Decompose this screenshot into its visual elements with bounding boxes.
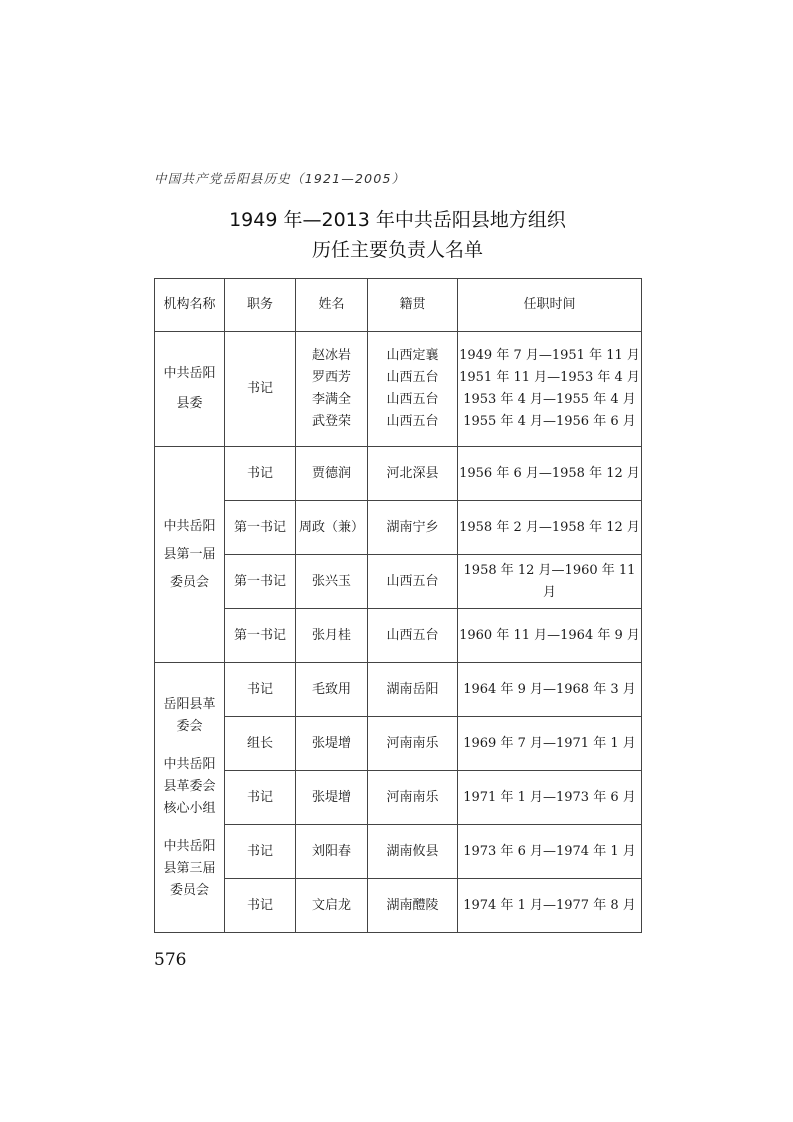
table-row bbox=[155, 609, 642, 663]
names-cell bbox=[296, 332, 368, 447]
table-row bbox=[155, 332, 642, 447]
name-cell: 贾德润 bbox=[296, 447, 368, 501]
name-entry: 罗西芳 bbox=[311, 370, 351, 385]
table-row bbox=[155, 663, 642, 717]
header-term: 任职时间 bbox=[458, 279, 642, 332]
table-row bbox=[155, 555, 642, 609]
header-name: 姓名 bbox=[296, 279, 368, 332]
origin-cell: 山西五台 bbox=[368, 555, 458, 609]
term-cell: 1956 年 6 月—1958 年 12 月 bbox=[458, 447, 642, 501]
term-cell: 1974 年 1 月—1977 年 8 月 bbox=[458, 879, 642, 933]
name-cell: 毛致用 bbox=[296, 663, 368, 717]
org-block bbox=[155, 836, 224, 902]
term-cell: 1958 年 12 月—1960 年 11 月 bbox=[458, 555, 642, 609]
table-row bbox=[155, 879, 642, 933]
origin-cell: 河北深县 bbox=[368, 447, 458, 501]
terms-cell bbox=[458, 332, 642, 447]
position-cell: 书记 bbox=[225, 771, 296, 825]
term-entry: 1951 年 11 月—1953 年 4 月 bbox=[459, 370, 640, 385]
leaders-table bbox=[154, 278, 642, 933]
origin-cell: 山西五台 bbox=[368, 609, 458, 663]
page-title: 1949 年—2013 年中共岳阳县地方组织 bbox=[229, 209, 566, 231]
organization-cell bbox=[155, 663, 225, 933]
name-cell: 周政（兼） bbox=[296, 501, 368, 555]
table-row bbox=[155, 771, 642, 825]
org-line: 核心小组 bbox=[163, 800, 216, 816]
page-number: 576 bbox=[154, 950, 187, 970]
org-line: 县委 bbox=[176, 396, 203, 411]
position-cell: 第一书记 bbox=[225, 501, 296, 555]
header-organization: 机构名称 bbox=[155, 279, 225, 332]
term-cell: 1969 年 7 月—1971 年 1 月 bbox=[458, 717, 642, 771]
position-cell: 书记 bbox=[225, 447, 296, 501]
term-cell: 1964 年 9 月—1968 年 3 月 bbox=[458, 663, 642, 717]
org-block bbox=[155, 694, 224, 738]
term-entry: 1953 年 4 月—1955 年 4 月 bbox=[463, 392, 636, 407]
position-cell: 第一书记 bbox=[225, 555, 296, 609]
name-entry: 李满全 bbox=[311, 392, 351, 407]
header-origin: 籍贯 bbox=[368, 279, 458, 332]
position-cell: 第一书记 bbox=[225, 609, 296, 663]
origin-entry: 山西五台 bbox=[386, 414, 439, 429]
org-line: 岳阳县革 bbox=[163, 696, 216, 712]
position-cell: 书记 bbox=[225, 332, 296, 447]
table-header-row bbox=[155, 279, 642, 332]
organization-cell bbox=[155, 332, 225, 447]
org-line: 委员会 bbox=[169, 574, 209, 590]
origins-cell bbox=[368, 332, 458, 447]
org-line: 县第三届 bbox=[163, 860, 216, 876]
name-entry: 武登荣 bbox=[311, 414, 351, 429]
org-block bbox=[155, 754, 224, 820]
name-cell: 张堤增 bbox=[296, 771, 368, 825]
name-entry: 赵冰岩 bbox=[311, 348, 351, 363]
table-row bbox=[155, 501, 642, 555]
name-cell: 张兴玉 bbox=[296, 555, 368, 609]
org-line: 中共岳阳 bbox=[163, 838, 216, 854]
org-line: 县第一届 bbox=[163, 546, 216, 562]
term-cell: 1973 年 6 月—1974 年 1 月 bbox=[458, 825, 642, 879]
position-cell: 书记 bbox=[225, 879, 296, 933]
name-cell: 张堤增 bbox=[296, 717, 368, 771]
origin-cell: 湖南岳阳 bbox=[368, 663, 458, 717]
term-cell: 1960 年 11 月—1964 年 9 月 bbox=[458, 609, 642, 663]
term-cell: 1971 年 1 月—1973 年 6 月 bbox=[458, 771, 642, 825]
origin-cell: 湖南醴陵 bbox=[368, 879, 458, 933]
table-row bbox=[155, 447, 642, 501]
name-cell: 张月桂 bbox=[296, 609, 368, 663]
organization-cell bbox=[155, 447, 225, 663]
table-row bbox=[155, 825, 642, 879]
origin-entry: 山西五台 bbox=[386, 392, 439, 407]
org-line: 中共岳阳 bbox=[163, 756, 216, 772]
position-cell: 书记 bbox=[225, 825, 296, 879]
header-position: 职务 bbox=[225, 279, 296, 332]
position-cell: 书记 bbox=[225, 663, 296, 717]
origin-cell: 河南南乐 bbox=[368, 771, 458, 825]
org-line: 委员会 bbox=[169, 882, 209, 898]
origin-cell: 湖南攸县 bbox=[368, 825, 458, 879]
term-entry: 1949 年 7 月—1951 年 11 月 bbox=[459, 348, 640, 363]
term-entry: 1955 年 4 月—1956 年 6 月 bbox=[463, 414, 636, 429]
org-line: 县革委会 bbox=[163, 778, 216, 794]
running-header: 中国共产党岳阳县历史（1921—2005） bbox=[154, 171, 406, 186]
org-line: 中共岳阳 bbox=[163, 518, 216, 534]
name-cell: 刘阳春 bbox=[296, 825, 368, 879]
origin-entry: 山西定襄 bbox=[386, 348, 439, 363]
table-row bbox=[155, 717, 642, 771]
origin-cell: 河南南乐 bbox=[368, 717, 458, 771]
org-line: 委会 bbox=[176, 718, 203, 734]
origin-entry: 山西五台 bbox=[386, 370, 439, 385]
origin-cell: 湖南宁乡 bbox=[368, 501, 458, 555]
org-line: 中共岳阳 bbox=[163, 366, 216, 381]
name-cell: 文启龙 bbox=[296, 879, 368, 933]
term-cell: 1958 年 2 月—1958 年 12 月 bbox=[458, 501, 642, 555]
position-cell: 组长 bbox=[225, 717, 296, 771]
page-subtitle: 历任主要负责人名单 bbox=[311, 239, 483, 261]
